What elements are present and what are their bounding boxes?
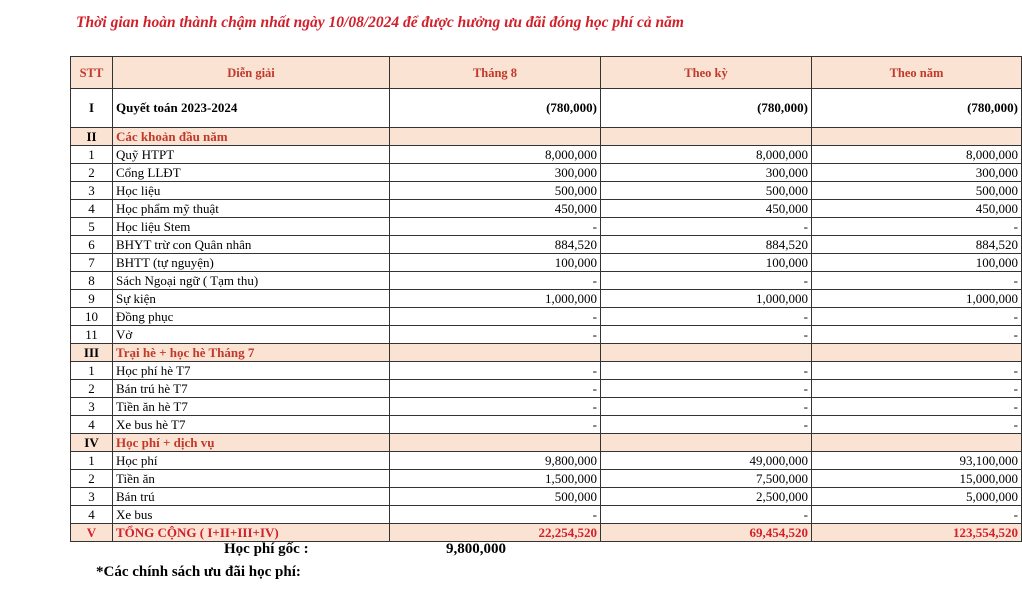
row-label: Quyết toán 2023-2024: [113, 89, 390, 128]
row-label: Học phẩm mỹ thuật: [113, 200, 390, 218]
fee-table: [70, 56, 1022, 542]
row-year: 15,000,000: [812, 470, 1022, 488]
row-stt: 11: [71, 326, 113, 344]
section-stt: II: [71, 128, 113, 146]
section-label: Học phí + dịch vụ: [113, 434, 390, 452]
row-year: 1,000,000: [812, 290, 1022, 308]
row-year: 884,520: [812, 236, 1022, 254]
col-header-term: Theo kỳ: [601, 57, 812, 89]
row-term: -: [601, 380, 812, 398]
row-august: 9,800,000: [390, 452, 601, 470]
base-fee-value: 9,800,000: [446, 541, 506, 557]
col-header-description: Diễn giải: [113, 57, 390, 89]
table-row: [71, 506, 1022, 524]
table-row: [71, 308, 1022, 326]
row-label: Tiền ăn hè T7: [113, 398, 390, 416]
section-label: Các khoản đầu năm: [113, 128, 390, 146]
row-term: -: [601, 308, 812, 326]
row-term: 100,000: [601, 254, 812, 272]
row-term: 49,000,000: [601, 452, 812, 470]
row-august: -: [390, 362, 601, 380]
table-row: [71, 452, 1022, 470]
row-august: -: [390, 272, 601, 290]
row-august: -: [390, 326, 601, 344]
table-row: [71, 218, 1022, 236]
section-stt: IV: [71, 434, 113, 452]
row-year: -: [812, 362, 1022, 380]
row-year: -: [812, 506, 1022, 524]
row-year: 300,000: [812, 164, 1022, 182]
row-stt: 1: [71, 146, 113, 164]
row-stt: 3: [71, 398, 113, 416]
row-stt: 6: [71, 236, 113, 254]
row-term: -: [601, 272, 812, 290]
table-row: [71, 290, 1022, 308]
row-year: -: [812, 326, 1022, 344]
row-label: Tiền ăn: [113, 470, 390, 488]
table-row: [71, 164, 1022, 182]
row-august: 884,520: [390, 236, 601, 254]
row-year: -: [812, 308, 1022, 326]
row-label: Học phí hè T7: [113, 362, 390, 380]
row-term: 500,000: [601, 182, 812, 200]
total-label: TỔNG CỘNG ( I+II+III+IV): [113, 524, 390, 542]
base-fee-label: Học phí gốc :: [224, 541, 309, 557]
table-row: [71, 380, 1022, 398]
row-year: (780,000): [812, 89, 1022, 128]
table-row: [71, 272, 1022, 290]
row-label: Học liệu Stem: [113, 218, 390, 236]
row-label: Quỹ HTPT: [113, 146, 390, 164]
section-iv-header: [71, 434, 1022, 452]
row-year: -: [812, 380, 1022, 398]
row-term: 450,000: [601, 200, 812, 218]
row-year: 450,000: [812, 200, 1022, 218]
total-term: 69,454,520: [601, 524, 812, 542]
row-stt: 8: [71, 272, 113, 290]
row-year: 100,000: [812, 254, 1022, 272]
table-row: [71, 146, 1022, 164]
table-row: [71, 254, 1022, 272]
row-term: (780,000): [601, 89, 812, 128]
row-year: 8,000,000: [812, 146, 1022, 164]
row-term: 8,000,000: [601, 146, 812, 164]
row-august: -: [390, 506, 601, 524]
row-term: 2,500,000: [601, 488, 812, 506]
row-stt: I: [71, 89, 113, 128]
total-year: 123,554,520: [812, 524, 1022, 542]
table-row: [71, 362, 1022, 380]
row-label: Học phí: [113, 452, 390, 470]
col-header-year: Theo năm: [812, 57, 1022, 89]
row-term: -: [601, 362, 812, 380]
row-year: 500,000: [812, 182, 1022, 200]
section-label: Trại hè + học hè Tháng 7: [113, 344, 390, 362]
table-row: [71, 416, 1022, 434]
row-stt: 4: [71, 200, 113, 218]
section-iii-header: [71, 344, 1022, 362]
row-label: BHYT trừ con Quân nhân: [113, 236, 390, 254]
row-year: -: [812, 218, 1022, 236]
row-stt: 10: [71, 308, 113, 326]
section-stt: III: [71, 344, 113, 362]
row-stt: 4: [71, 416, 113, 434]
row-term: -: [601, 326, 812, 344]
col-header-august: Tháng 8: [390, 57, 601, 89]
page-title: Thời gian hoàn thành chậm nhất ngày 10/08/2024 để được hưởng ưu đãi đóng học phí cả năm: [76, 14, 684, 31]
row-year: -: [812, 272, 1022, 290]
row-august: 500,000: [390, 488, 601, 506]
row-year: -: [812, 398, 1022, 416]
row-stt: 9: [71, 290, 113, 308]
total-row: [71, 524, 1022, 542]
row-year: 93,100,000: [812, 452, 1022, 470]
row-label: Học liệu: [113, 182, 390, 200]
row-august: 100,000: [390, 254, 601, 272]
row-august: 300,000: [390, 164, 601, 182]
row-year: 5,000,000: [812, 488, 1022, 506]
row-term: -: [601, 398, 812, 416]
row-label: Sách Ngoại ngữ ( Tạm thu): [113, 272, 390, 290]
row-stt: 3: [71, 182, 113, 200]
row-term: 7,500,000: [601, 470, 812, 488]
row-label: Vở: [113, 326, 390, 344]
row-term: -: [601, 218, 812, 236]
total-august: 22,254,520: [390, 524, 601, 542]
row-term: 884,520: [601, 236, 812, 254]
row-label: Xe bus hè T7: [113, 416, 390, 434]
row-august: 500,000: [390, 182, 601, 200]
row-term: -: [601, 416, 812, 434]
row-stt: 3: [71, 488, 113, 506]
row-august: 8,000,000: [390, 146, 601, 164]
section-i-row: [71, 89, 1022, 128]
row-august: -: [390, 398, 601, 416]
col-header-stt: STT: [71, 57, 113, 89]
total-stt: V: [71, 524, 113, 542]
row-label: Cổng LLĐT: [113, 164, 390, 182]
row-label: Đồng phục: [113, 308, 390, 326]
row-stt: 2: [71, 164, 113, 182]
row-label: Bán trú hè T7: [113, 380, 390, 398]
row-term: 1,000,000: [601, 290, 812, 308]
row-label: Xe bus: [113, 506, 390, 524]
row-stt: 7: [71, 254, 113, 272]
section-ii-header: [71, 128, 1022, 146]
row-august: -: [390, 308, 601, 326]
row-stt: 2: [71, 470, 113, 488]
row-stt: 2: [71, 380, 113, 398]
table-row: [71, 398, 1022, 416]
table-row: [71, 200, 1022, 218]
table-row: [71, 488, 1022, 506]
row-august: -: [390, 416, 601, 434]
header-row: [71, 57, 1022, 89]
row-august: 1,000,000: [390, 290, 601, 308]
row-year: -: [812, 416, 1022, 434]
row-august: (780,000): [390, 89, 601, 128]
row-stt: 1: [71, 362, 113, 380]
row-august: 450,000: [390, 200, 601, 218]
row-label: Sự kiện: [113, 290, 390, 308]
row-label: Bán trú: [113, 488, 390, 506]
row-stt: 4: [71, 506, 113, 524]
row-stt: 1: [71, 452, 113, 470]
table-row: [71, 326, 1022, 344]
row-term: 300,000: [601, 164, 812, 182]
row-label: BHTT (tự nguyện): [113, 254, 390, 272]
row-august: -: [390, 380, 601, 398]
table-row: [71, 236, 1022, 254]
row-term: -: [601, 506, 812, 524]
policy-note: *Các chính sách ưu đãi học phí:: [96, 564, 301, 580]
table-row: [71, 470, 1022, 488]
row-august: -: [390, 218, 601, 236]
row-august: 1,500,000: [390, 470, 601, 488]
row-stt: 5: [71, 218, 113, 236]
table-row: [71, 182, 1022, 200]
